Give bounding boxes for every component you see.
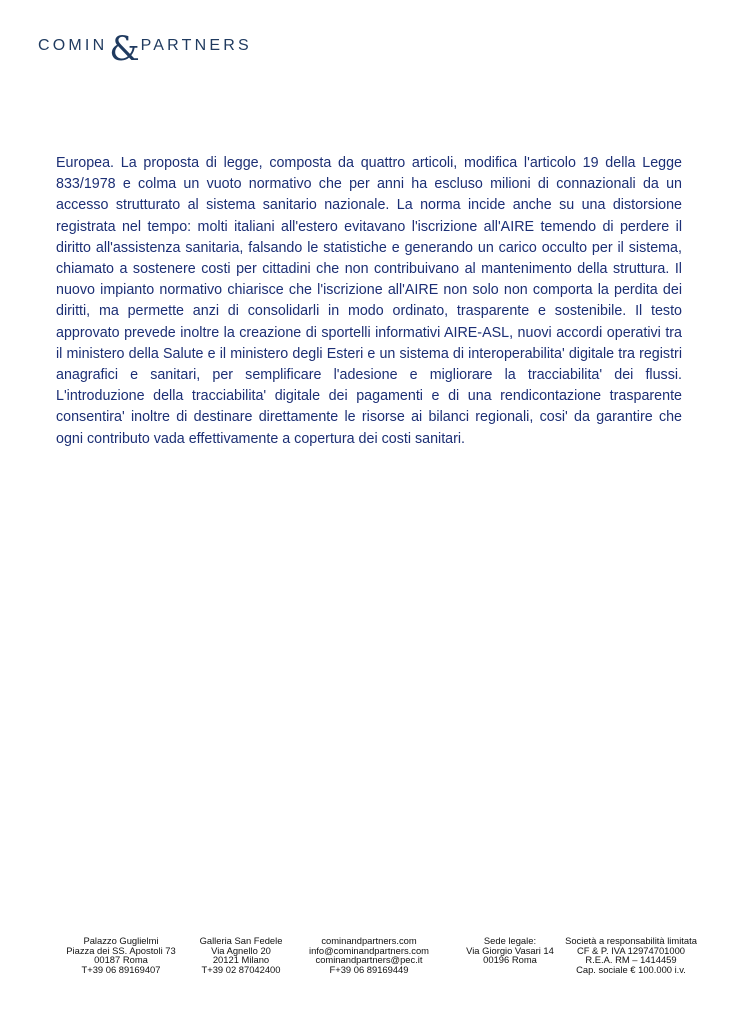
footer-rome-office bbox=[59, 936, 183, 974]
footer-line: T+39 02 87042400 bbox=[201, 963, 281, 975]
footer-line: 00187 Roma bbox=[94, 954, 148, 966]
footer-line: T+39 06 89169407 bbox=[81, 963, 161, 975]
logo-word-partners: PARTNERS bbox=[140, 37, 252, 54]
footer-line: Sede legale: bbox=[483, 935, 537, 946]
logo-ampersand: & bbox=[109, 29, 140, 69]
body-paragraph: Europea. La proposta di legge, composta da quattro articoli, modifica l'articolo 19 della Legge 833/1978 e colma un vuoto normativo che per anni ha escluso milioni di connazionali da un accesso strutturato al sistema sanitario nazionale. La norma incide anche su una distorsione registrata nel tempo: molti italiani all'estero evitavano l'iscrizione all'AIRE temendo di perdere il diritto all'assistenza sanitaria, falsando le statistiche e generando un carico occulto per il sistema, chiamato a sostenere costi per cittadini che non contribuivano al mantenimento della struttura. Il nuovo impianto normativo chiarisce che l'iscrizione all'AIRE non solo non comporta la perdita dei diritti, ma permette anzi di consolidarli in modo ordinato, trasparente e sostenibile. Il testo approvato prevede inoltre la creazione di sportelli informativi AIRE-ASL, nuovi accordi operativi tra il ministero della Salute e il ministero degli Esteri e un sistema di interoperabilita' digitale tra registri anagrafici e sanitari, per semplificare l'adesione e migliorare la tracciabilita' dei flussi. L'introduzione della tracciabilita' digitale dei pagamenti e di una rendicontazione trasparente consentira' inoltre di destinare direttamente le risorse ai bilanci regionali, cosi' da garantire che ogni contributo vada effettivamente a copertura dei costi sanitari. bbox=[56, 155, 682, 447]
footer-fax: F+39 06 89169449 bbox=[329, 963, 409, 975]
footer-line: Cap. sociale € 100.000 i.v. bbox=[576, 963, 686, 975]
footer bbox=[0, 936, 737, 976]
footer-line: Società a responsabilità limitata bbox=[565, 935, 697, 946]
footer-line: Piazza dei SS. Apostoli 73 bbox=[66, 944, 176, 956]
footer-legal-seat bbox=[461, 936, 559, 965]
footer-website: cominandpartners.com bbox=[321, 935, 417, 946]
footer-line: 00196 Roma bbox=[483, 954, 537, 966]
footer-email: info@cominandpartners.com bbox=[309, 944, 429, 956]
footer-line: 20121 Milano bbox=[212, 954, 270, 966]
footer-line: CF & P. IVA 12974701000 bbox=[576, 944, 686, 956]
footer-line: Via Agnello 20 bbox=[211, 944, 271, 956]
footer-milan-office bbox=[190, 936, 292, 974]
company-logo bbox=[38, 26, 252, 69]
footer-line: Palazzo Guglielmi bbox=[83, 935, 159, 946]
footer-line: Galleria San Fedele bbox=[199, 935, 283, 946]
footer-company-info bbox=[558, 936, 704, 974]
footer-pec: cominandpartners@pec.it bbox=[315, 954, 423, 966]
footer-contacts bbox=[302, 936, 436, 974]
footer-line: Via Giorgio Vasari 14 bbox=[466, 944, 554, 956]
footer-line: R.E.A. RM – 1414459 bbox=[585, 954, 677, 966]
logo-word-comin: COMIN bbox=[38, 37, 108, 54]
